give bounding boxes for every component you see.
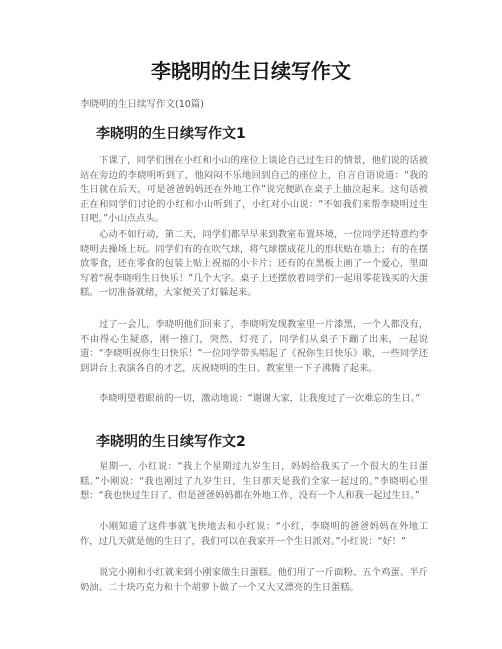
section-heading: 李晓明的生日续写作文1 [96, 126, 246, 142]
section-heading: 李晓明的生日续写作文2 [96, 434, 246, 450]
document-title: 李晓明的生日续写作文 [151, 59, 351, 83]
paragraph: 李晓明望着眼前的一切，激动地说：“谢谢大家，让我度过了一次难忘的生日。” [99, 393, 421, 404]
document-subtitle: 李晓明的生日续写作文(10篇) [80, 99, 205, 110]
paragraph: 过了一会儿，李晓明他们回来了，李晓明发现教室里一片漆黑，一个人都没有，不由得心生疑惑，刚一推门，突然，灯亮了，同学们从桌子下蹦了出来，一起说道：“李晓明祝你生日快乐！”一位同学带头唱起了《祝你生日快乐》歌，一些同学还到讲台上表演各自的才艺，庆祝晓明的生日。教室里一下子沸腾了起来。 [80, 319, 428, 374]
paragraph: 星期一，小红说：“我上个星期过九岁生日，妈妈给我买了一个很大的生日蛋糕。”小刚说：“我也刚过了九岁生日，生日那天是我们全家一起过的。”李晓明心里想：“我也快过生日了，但是爸爸妈妈都在外地工作，没有一个人和我一起过生日。” [80, 461, 428, 502]
paragraph: 小刚知道了这件事就飞快地去和小红说：“小红，李晓明的爸爸妈妈在外地工作，过几天就是他的生日了，我们可以在我家开一个生日派对。”小红说：“好！” [80, 521, 428, 547]
paragraph: 下课了，同学们围在小红和小山的座位上谈论自己过生日的情景，他们说的话被站在旁边的李晓明听到了，他闷闷不乐地回到自己的座位上，自言自语说道：“我的生日就在后天，可是爸爸妈妈还在外地工作”说完便趴在桌子上抽泣起来。这句话被正在和同学们讨论的小红和小山听到了，小红对小山说：“不如我们来帮李晓明过生日吧。”小山点点头。 [80, 155, 428, 225]
paragraph: 说完小刚和小红就来到小刚家做生日蛋糕。他们用了一斤面粉、五个鸡蛋、半斤奶油、二十块巧克力和十个胡萝卜做了一个又大又漂亮的生日蛋糕。 [80, 567, 428, 593]
paragraph: 心动不如行动，第二天，同学们都早早来到教室布置环境，一位同学还特意约李晓明去操场上玩。同学们有的在吹气球，将气球摆成花儿的形状贴在墙上；有的在摆放零食，还在零食的包装上贴上祝福的小卡片；还有的在黑板上画了一个爱心，里面写着“祝李晓明生日快乐！”几个大字。桌子上还摆放着同学们一起用零花钱买的大蛋糕。一切准备就绪，大家便关了灯躲起来。 [80, 229, 428, 299]
